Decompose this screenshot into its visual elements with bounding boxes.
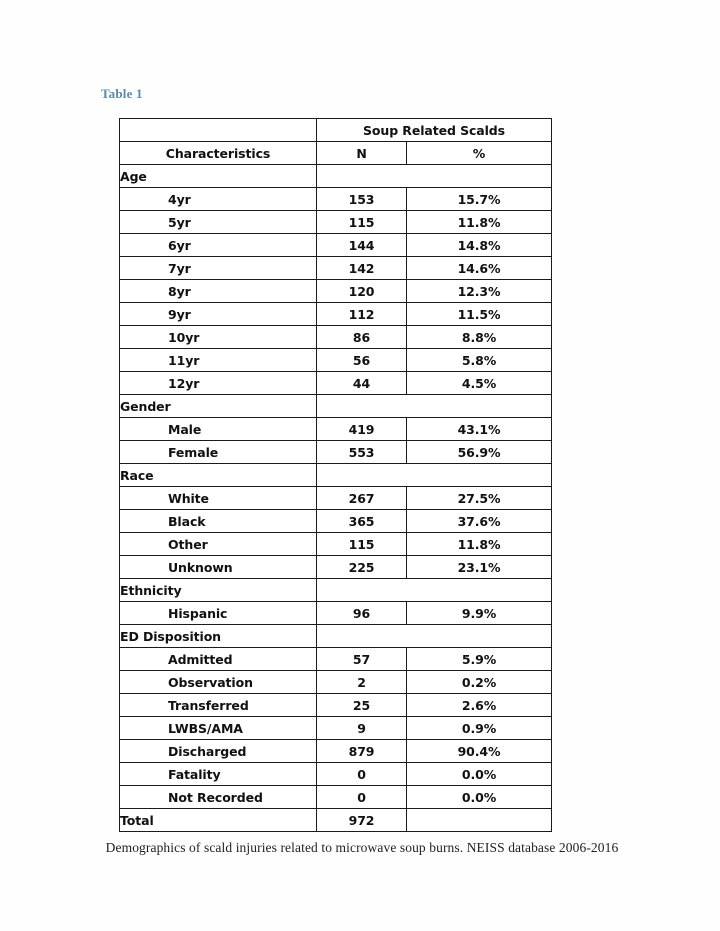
cell-percent: 9.9% (407, 602, 552, 625)
cell-n: 25 (317, 694, 407, 717)
row-label-cell: 5yr (120, 211, 317, 234)
cell-n: 0 (317, 786, 407, 809)
table-row (120, 326, 552, 349)
table-row (120, 441, 552, 464)
section-header-cell: Ethnicity (120, 579, 317, 602)
cell-percent: 0.0% (407, 763, 552, 786)
table-row (120, 579, 552, 602)
row-label-cell: 11yr (120, 349, 317, 372)
cell-percent: 14.6% (407, 257, 552, 280)
table-row (120, 234, 552, 257)
table-row (120, 349, 552, 372)
cell-n: 144 (317, 234, 407, 257)
cell-n: 9 (317, 717, 407, 740)
section-black-bar (317, 464, 552, 487)
table-row (120, 694, 552, 717)
column-header-characteristics: Characteristics (120, 142, 317, 165)
row-label-cell: Other (120, 533, 317, 556)
table-row (120, 418, 552, 441)
row-label-cell: Black (120, 510, 317, 533)
table-container (119, 118, 551, 832)
table-row (120, 763, 552, 786)
row-label-cell: 4yr (120, 188, 317, 211)
row-label-cell: Admitted (120, 648, 317, 671)
row-label-cell: 8yr (120, 280, 317, 303)
table-row (120, 303, 552, 326)
section-black-bar (317, 625, 552, 648)
table-row (120, 717, 552, 740)
table-row (120, 395, 552, 418)
cell-percent: 4.5% (407, 372, 552, 395)
cell-n: 553 (317, 441, 407, 464)
cell-percent: 0.0% (407, 786, 552, 809)
row-label-cell: Female (120, 441, 317, 464)
table-body (120, 165, 552, 832)
row-label-cell: 7yr (120, 257, 317, 280)
cell-n: 115 (317, 533, 407, 556)
cell-n: 879 (317, 740, 407, 763)
cell-percent: 11.8% (407, 533, 552, 556)
table-row (120, 165, 552, 188)
table-number-label: Table 1 (101, 86, 143, 101)
table-row (120, 257, 552, 280)
cell-percent: 23.1% (407, 556, 552, 579)
cell-percent: 8.8% (407, 326, 552, 349)
row-label-cell: Fatality (120, 763, 317, 786)
row-label-cell: 9yr (120, 303, 317, 326)
cell-percent: 12.3% (407, 280, 552, 303)
column-header-n: N (317, 142, 407, 165)
cell-n: 112 (317, 303, 407, 326)
row-label-cell: Observation (120, 671, 317, 694)
cell-percent: 11.8% (407, 211, 552, 234)
cell-percent: 0.9% (407, 717, 552, 740)
cell-n: 267 (317, 487, 407, 510)
cell-percent: 37.6% (407, 510, 552, 533)
cell-percent (407, 809, 552, 832)
section-black-bar (317, 395, 552, 418)
column-header-percent: % (407, 142, 552, 165)
table-row (120, 809, 552, 832)
cell-n: 120 (317, 280, 407, 303)
cell-percent: 43.1% (407, 418, 552, 441)
row-label-cell: LWBS/AMA (120, 717, 317, 740)
cell-n: 44 (317, 372, 407, 395)
table-row (120, 786, 552, 809)
cell-percent: 11.5% (407, 303, 552, 326)
cell-n: 115 (317, 211, 407, 234)
cell-n: 86 (317, 326, 407, 349)
cell-percent: 14.8% (407, 234, 552, 257)
cell-percent: 2.6% (407, 694, 552, 717)
cell-percent: 0.2% (407, 671, 552, 694)
cell-n: 365 (317, 510, 407, 533)
cell-n: 225 (317, 556, 407, 579)
row-label-cell: Hispanic (120, 602, 317, 625)
table-row (120, 487, 552, 510)
table-row (120, 740, 552, 763)
row-label-cell: Transferred (120, 694, 317, 717)
table-row (120, 648, 552, 671)
cell-n: 96 (317, 602, 407, 625)
cell-percent: 5.8% (407, 349, 552, 372)
section-header-cell: Gender (120, 395, 317, 418)
table-row (120, 625, 552, 648)
table-row (120, 188, 552, 211)
row-label-cell: White (120, 487, 317, 510)
header-spacer-cell (120, 119, 317, 142)
section-black-bar (317, 165, 552, 188)
cell-n: 419 (317, 418, 407, 441)
row-label-cell: Unknown (120, 556, 317, 579)
row-label-cell: Not Recorded (120, 786, 317, 809)
cell-percent: 90.4% (407, 740, 552, 763)
table-header-row-columns (120, 142, 552, 165)
cell-percent: 15.7% (407, 188, 552, 211)
table-row (120, 533, 552, 556)
table-row (120, 510, 552, 533)
section-black-bar (317, 579, 552, 602)
total-label-cell: Total (120, 809, 317, 832)
cell-percent: 56.9% (407, 441, 552, 464)
section-header-cell: Age (120, 165, 317, 188)
row-label-cell: Discharged (120, 740, 317, 763)
table-row (120, 211, 552, 234)
section-header-cell: ED Disposition (120, 625, 317, 648)
table-header (120, 119, 552, 165)
cell-percent: 27.5% (407, 487, 552, 510)
table-row (120, 556, 552, 579)
row-label-cell: Male (120, 418, 317, 441)
table-row (120, 602, 552, 625)
row-label-cell: 6yr (120, 234, 317, 257)
cell-n: 56 (317, 349, 407, 372)
figure-caption: Demographics of scald injuries related to microwave soup burns. NEISS database 2006-2016 (105, 840, 619, 855)
group-header-soup-related-scalds: Soup Related Scalds (317, 119, 552, 142)
table-row (120, 372, 552, 395)
cell-n: 972 (317, 809, 407, 832)
row-label-cell: 10yr (120, 326, 317, 349)
section-header-cell: Race (120, 464, 317, 487)
cell-n: 0 (317, 763, 407, 786)
cell-n: 57 (317, 648, 407, 671)
table-row (120, 280, 552, 303)
table-row (120, 671, 552, 694)
cell-n: 153 (317, 188, 407, 211)
row-label-cell: 12yr (120, 372, 317, 395)
demographics-table (119, 118, 552, 832)
table-header-row-group (120, 119, 552, 142)
cell-percent: 5.9% (407, 648, 552, 671)
cell-n: 142 (317, 257, 407, 280)
cell-n: 2 (317, 671, 407, 694)
table-row (120, 464, 552, 487)
